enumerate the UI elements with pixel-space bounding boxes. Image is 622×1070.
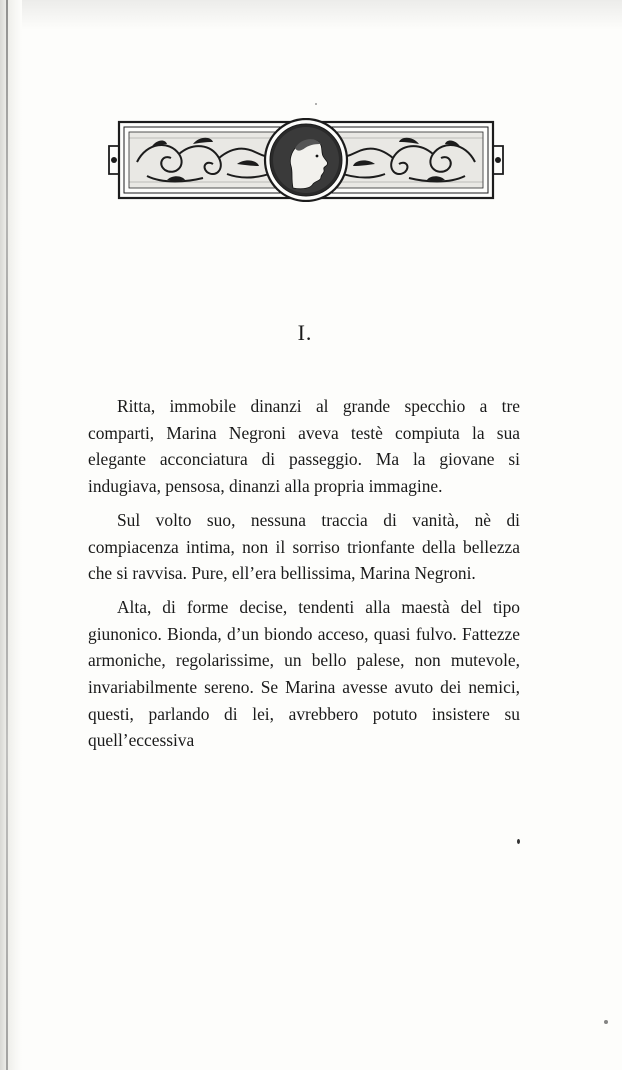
paragraph-1: Ritta, immobile dinanzi al grande specchio a tre comparti, Marina Negroni aveva testè compiuta la sua elegante acconciatura di passeggio. Ma la giovane si indugiava, pensosa, dinanzi alla propria immagine.: [88, 396, 520, 497]
page-top-shadow: [22, 0, 622, 30]
ink-speck: [315, 103, 317, 105]
ink-speck: [604, 1020, 608, 1024]
ink-speck: [517, 839, 520, 844]
chapter-heading: I.: [297, 320, 313, 345]
paragraph-3: Alta, di forme decise, tendenti alla maestà del tipo giunonico. Bionda, d’un biondo acceso, quasi fulvo. Fattezze armoniche, regolarissime, un bello palese, non mutevole, invariabilmente sereno. Se Marina avesse avuto dei nemici, questi, parlando di lei, avrebbero potuto insistere su quell’eccessiva: [88, 596, 520, 751]
paragraph-2: Sul volto suo, nessuna traccia di vanità, nè di compiacenza intima, non il sorriso trionfante della bellezza che si ravvisa. Pure, ell’era bellissima, Marina Negroni.: [88, 509, 520, 584]
body-text: [88, 393, 520, 754]
binding-edge: [6, 0, 8, 1070]
page-gutter: [0, 0, 22, 1070]
headpiece-ornament-icon: [107, 118, 505, 202]
